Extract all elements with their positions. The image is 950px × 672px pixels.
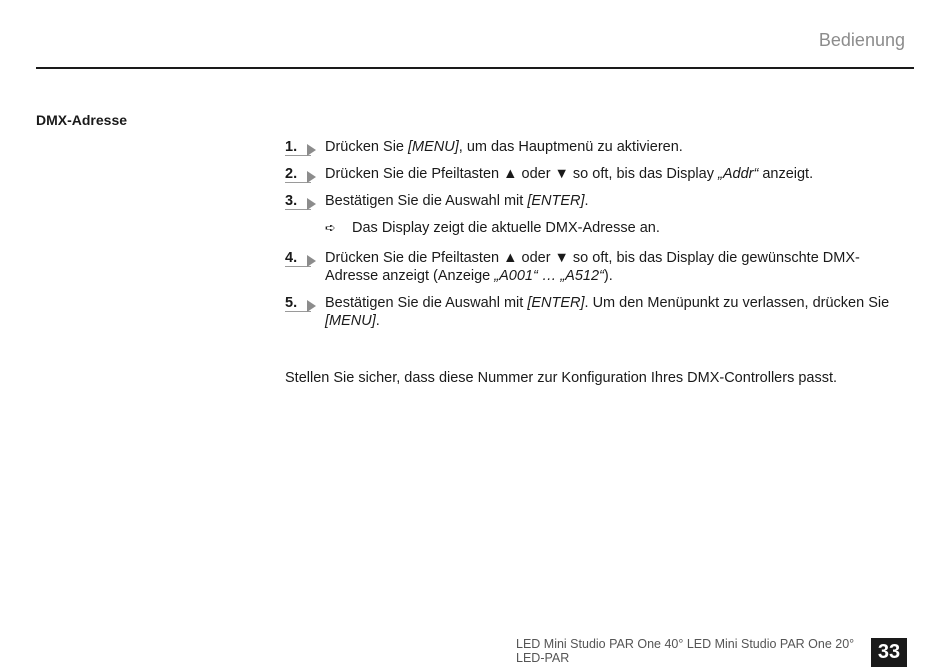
step-text-part: Drücken Sie die Pfeiltasten ▲ oder ▼ so oft, bis das Display die gewünschte DMX-Adresse anzeigt (Anzeige <box>325 250 860 284</box>
running-header: Bedienung <box>818 30 905 50</box>
result-text: Das Display zeigt die aktuelle DMX-Adresse an. <box>352 220 660 236</box>
key-label: [ENTER] <box>527 295 585 311</box>
triangle-arrow-icon <box>307 171 316 183</box>
step-text-part: . <box>584 193 589 209</box>
step-text-part: . <box>375 313 380 329</box>
step-text-part: Drücken Sie <box>325 139 409 155</box>
step-number: 3. <box>285 193 298 209</box>
page-number-box <box>871 638 907 667</box>
step-text-part: Bestätigen Sie die Auswahl mit <box>325 193 528 209</box>
triangle-arrow-icon <box>307 144 316 156</box>
result-arrow-icon: ➪ <box>325 220 336 235</box>
page-number: 33 <box>877 641 901 663</box>
triangle-arrow-icon <box>307 300 316 312</box>
step-5 <box>285 294 900 330</box>
step-text-part: . Um den Menüpunkt zu verlassen, drücken Sie <box>584 295 890 311</box>
step-marker <box>285 165 325 183</box>
step-1 <box>285 138 900 156</box>
step-marker <box>285 249 325 267</box>
instruction-steps <box>285 138 900 330</box>
step-number: 2. <box>285 166 298 182</box>
step-text-part: Bestätigen Sie die Auswahl mit <box>325 295 528 311</box>
step-3 <box>285 192 900 210</box>
closing-note: Stellen Sie sicher, dass diese Nummer zur Konfiguration Ihres DMX-Controllers passt. <box>285 370 838 386</box>
section-title: DMX-Adresse <box>36 112 128 128</box>
header-divider <box>36 67 914 69</box>
step-marker <box>285 138 325 156</box>
step-4 <box>285 249 900 285</box>
step-text <box>325 192 900 210</box>
step-text <box>325 138 900 156</box>
key-label: [ENTER] <box>527 193 585 209</box>
display-label: „Addr“ <box>718 166 759 182</box>
step-text-part: ). <box>603 268 613 284</box>
step-text <box>325 249 900 285</box>
step-text-part: , um das Hauptmenü zu aktivieren. <box>458 139 683 155</box>
step-marker <box>285 294 325 312</box>
step-number: 1. <box>285 139 298 155</box>
key-label: [MENU] <box>408 139 459 155</box>
step-text-part: anzeigt. <box>758 166 814 182</box>
step-number: 5. <box>285 295 298 311</box>
key-label: [MENU] <box>325 313 376 329</box>
step-text <box>325 294 900 330</box>
step-number: 4. <box>285 250 298 266</box>
footer-model-name: LED Mini Studio PAR One 40° LED Mini Studio PAR One 20° LED-PAR <box>516 637 855 665</box>
step-marker <box>285 192 325 210</box>
triangle-arrow-icon <box>307 198 316 210</box>
step-result <box>325 219 900 237</box>
step-2 <box>285 165 900 183</box>
display-range-label: „A001“ … „A512“ <box>494 268 604 284</box>
step-text-part: Drücken Sie die Pfeiltasten ▲ oder ▼ so oft, bis das Display <box>325 166 718 182</box>
triangle-arrow-icon <box>307 255 316 267</box>
step-text <box>325 165 900 183</box>
